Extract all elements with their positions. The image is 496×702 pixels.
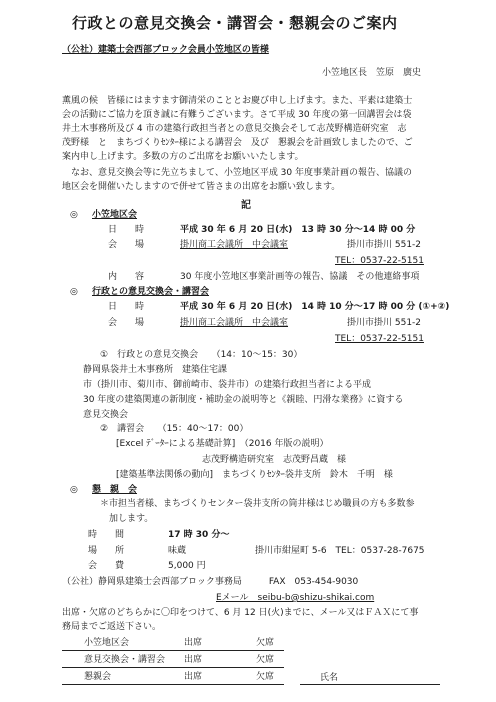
form-event: 意見交換会・講習会: [84, 655, 166, 665]
section-heading-chiku: 小笠地区会: [92, 210, 138, 220]
email-address[interactable]: Eメール seibu-b@shizu-shikai.com: [216, 593, 375, 603]
item1-title: ① 行政との意見交換会 （14：10～15：30）: [100, 350, 303, 360]
body-line: 井土木事務所及び 4 市の建築行政担当者との意見交換会そして志茂野構造研究室 志: [62, 124, 407, 134]
section-heading-ikenkoukan: 行政との意見交換会・講習会: [92, 287, 210, 297]
label: 会 場: [108, 240, 145, 250]
item1-line: 意見交換会: [83, 410, 129, 420]
form-event: 小笠地区会: [84, 638, 130, 648]
form-event: 懇親会: [84, 672, 112, 682]
item1-line: 静岡県袋井土木事務所 建築住宅課: [83, 365, 228, 375]
fee-value: 5,000 円: [168, 561, 206, 571]
form-absent[interactable]: 欠席: [256, 672, 275, 682]
office-info: （公社）静岡県建築士会西部ブロック事務局 FAX 053-454-9030: [62, 577, 359, 587]
date-value: 平成 30 年 6 月 20 日(水) 14 時 10 分～17 時 00 分 (①+②): [180, 302, 450, 312]
section-heading-konshinkai: 懇 親 会: [92, 485, 138, 495]
venue-value: 掛川商工会議所 中会議室: [180, 318, 289, 328]
section-mark: ◎: [70, 287, 78, 297]
venue-address: 掛川市掛川 551-2: [347, 240, 422, 250]
form-attend[interactable]: 出席: [184, 672, 203, 682]
ki-mark: 記: [241, 200, 251, 211]
form-attend[interactable]: 出席: [184, 638, 203, 648]
form-attend[interactable]: 出席: [184, 655, 203, 665]
body-line: 案内申し上げます。多数の方のご出席をお願いいたします。: [62, 152, 304, 162]
body-line: 会の活動にご協力を頂き誠に有難うございます。さて平成 30 年度の第一回講習会は袋: [62, 110, 412, 120]
note-line: 加します。: [100, 514, 154, 524]
tel: TEL：0537-22-5151: [335, 256, 424, 266]
reply-line: 務局までご返送下さい。: [62, 622, 162, 632]
date-value: 平成 30 年 6 月 20 日(水) 13 時 30 分～14 時 00 分: [180, 225, 416, 235]
venue-value: 掛川商工会議所 中会議室: [180, 240, 289, 250]
section-mark: ◎: [70, 485, 78, 495]
item1-line: 30 年度の建築関連の新制度・補助金の説明等と《親睦、円滑な業務》に資する: [83, 395, 404, 405]
name-label: 氏名: [320, 673, 339, 683]
sender: 小笠地区長 笠原 廣史: [322, 68, 422, 78]
label: 会 費: [88, 561, 125, 571]
form-absent[interactable]: 欠席: [256, 638, 275, 648]
page-title: 行政との意見交換会・講習会・懇親会のご案内: [72, 14, 398, 32]
venue-address: 掛川市掛川 551-2: [347, 318, 422, 328]
addressee: （公社）建築士会西部ブロック会員小笠地区の皆様: [62, 45, 269, 55]
label: 時 間: [88, 530, 125, 540]
body-line: 茂野様 と まちづくりｾﾝﾀｰ様による講習会 及び 懇親会を計画致しましたので、ご: [62, 138, 413, 148]
body-line: 薫風の候 皆様にはますます御清栄のこととお慶び申し上げます。また、平素は建築士: [62, 96, 413, 106]
time-value: 17 時 30 分～: [168, 530, 230, 540]
label: 内 容: [108, 272, 145, 282]
place-address: 掛川市紺屋町 5-6 TEL：0537-28-7675: [255, 546, 425, 556]
content-value: 30 年度小笠地区事業計画等の報告、協議 その他連絡事項: [180, 272, 420, 282]
place-value: 味蔵: [168, 546, 187, 556]
label: 日 時: [108, 302, 145, 312]
label: 場 所: [88, 546, 125, 556]
body-line: なお、意見交換会等に先立ちまして、小笠地区平成 30 年度事業計画の報告、協議の: [62, 168, 412, 178]
body-line: 地区会を開催いたしますので併せて皆さまの出席をお願い致します。: [62, 182, 341, 192]
lecture-1: [Excel ﾃﾞｰﾀｰによる基礎計算] （2016 年版の説明）: [116, 439, 329, 449]
lecturer-1: 志茂野構造研究室 志茂野昌蔵 様: [202, 455, 347, 465]
tel: TEL：0537-22-5151: [335, 334, 424, 344]
item1-line: 市（掛川市、菊川市、御前崎市、袋井市）の建築行政担当者による平成: [83, 380, 372, 390]
label: 会 場: [108, 318, 145, 328]
section-mark: ◎: [70, 210, 78, 220]
lecture-2: [建築基準法関係の動向] まちづくりｾﾝﾀｰ袋井支所 鈴木 千明 様: [116, 470, 393, 480]
label: 日 時: [108, 225, 145, 235]
reply-line: 出席・欠席のどちらかに〇印をつけて、6 月 12 日(火)までに、メール又はＦＡＸにて事: [62, 608, 419, 618]
note-line: ＊市担当者様、まちづくりセンター袋井支所の筒井様はじめ職員の方も多数参: [100, 499, 415, 509]
form-absent[interactable]: 欠席: [256, 655, 275, 665]
name-field-line[interactable]: [300, 684, 440, 685]
item2-title: ② 講習会 （15：40～17：00）: [100, 424, 249, 434]
